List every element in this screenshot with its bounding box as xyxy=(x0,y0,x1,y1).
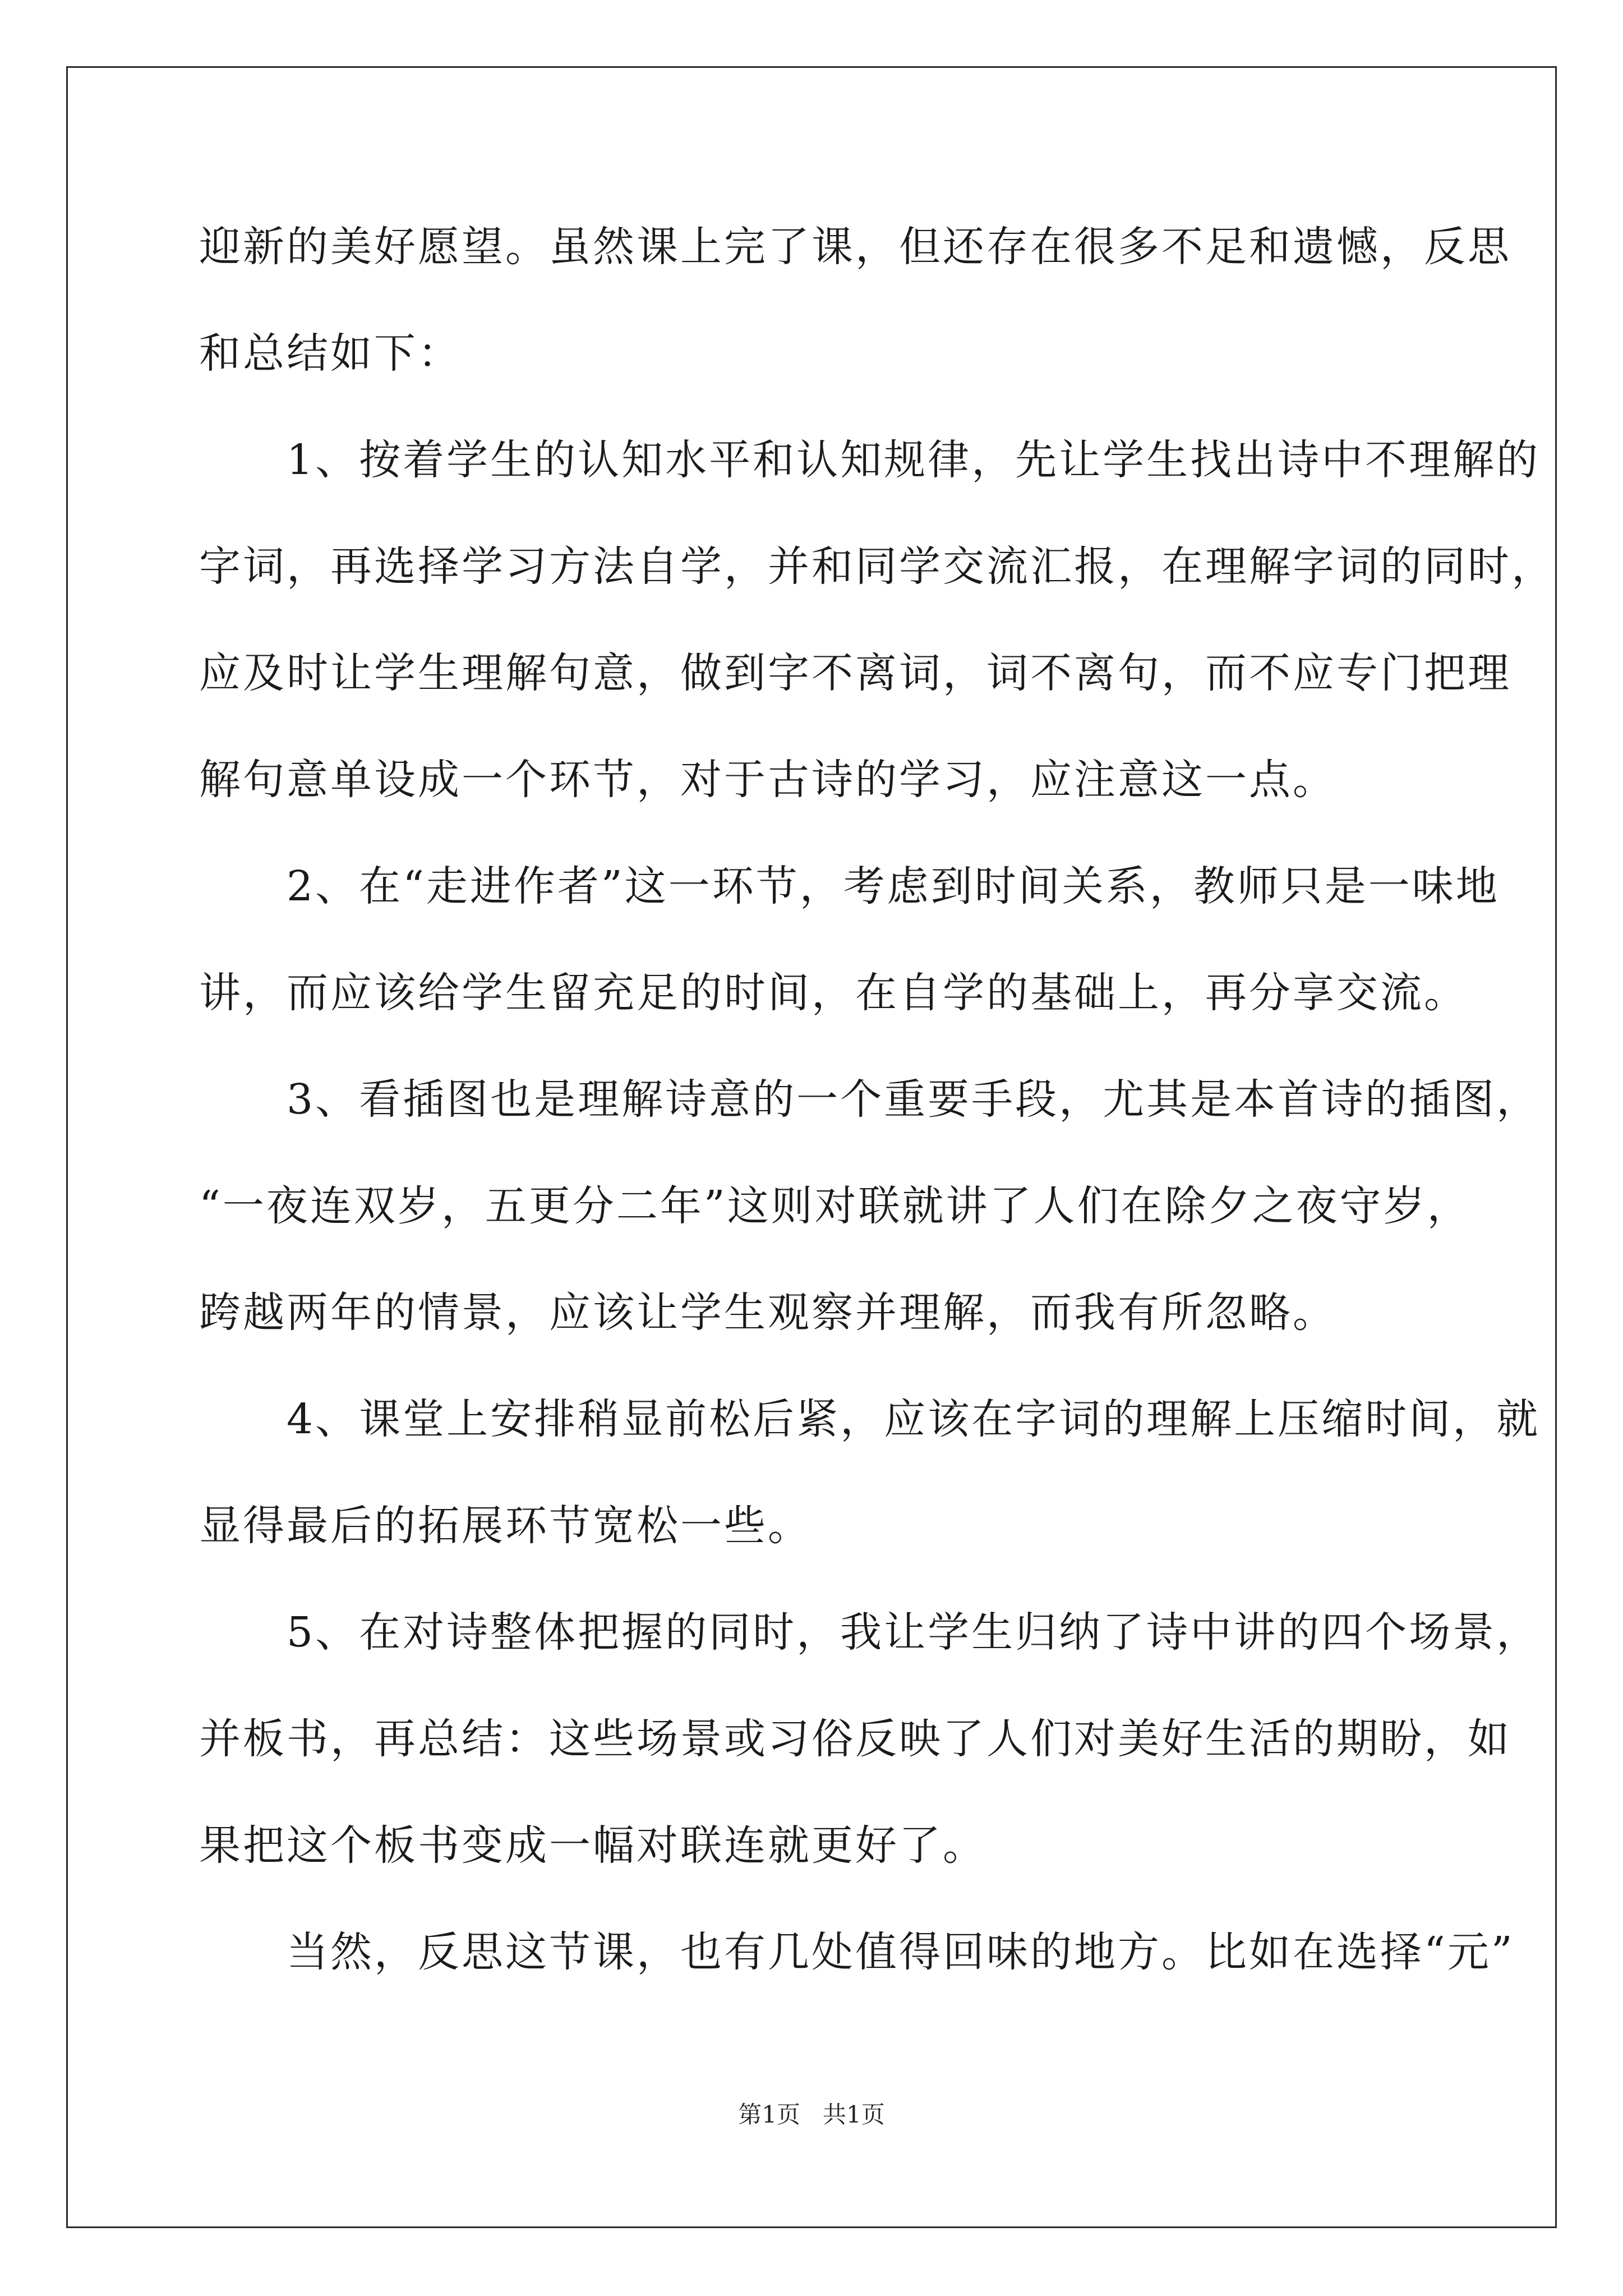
text-line: “一夜连双岁，五更分二年”这则对联就讲了人们在除夕之夜守岁， xyxy=(199,1182,1471,1230)
page-frame xyxy=(66,66,1557,2228)
text-line: 跨越两年的情景，应该让学生观察并理解，而我有所忽略。 xyxy=(199,1289,1336,1337)
text-line: 和总结如下： xyxy=(199,329,462,378)
text-line: 迎新的美好愿望。虽然课上完了课，但还存在很多不足和遗憾，反思 xyxy=(199,223,1511,271)
text-line: 5、在对诗整体把握的同时，我让学生归纳了诗中讲的四个场景， xyxy=(199,1608,1541,1657)
text-line: 果把这个板书变成一幅对联连就更好了。 xyxy=(199,1821,986,1870)
text-line: 并板书，再总结：这些场景或习俗反映了人们对美好生活的期盼，如 xyxy=(199,1715,1511,1763)
text-line: 字词，再选择学习方法自学，并和同学交流汇报，在理解字词的同时， xyxy=(199,542,1555,591)
text-line: 4、课堂上安排稍显前松后紧，应该在字词的理解上压缩时间，就 xyxy=(199,1395,1541,1443)
text-line: 1、按着学生的认知水平和认知规律，先让学生找出诗中不理解的 xyxy=(199,436,1541,484)
text-line: 讲，而应该给学生留充足的时间，在自学的基础上，再分享交流。 xyxy=(199,969,1468,1017)
text-line: 2、在“走进作者”这一环节，考虑到时间关系，教师只是一味地 xyxy=(199,862,1500,910)
text-line: 解句意单设成一个环节，对于古诗的学习，应注意这一点。 xyxy=(199,756,1336,804)
page-footer: 第1页 共1页 xyxy=(738,2101,885,2128)
text-line: 当然，反思这节课，也有几处值得回味的地方。比如在选择“元” xyxy=(199,1928,1515,1976)
text-line: 3、看插图也是理解诗意的一个重要手段，尤其是本首诗的插图， xyxy=(199,1075,1541,1124)
text-line: 显得最后的拓展环节宽松一些。 xyxy=(199,1502,811,1550)
text-line: 应及时让学生理解句意，做到字不离词，词不离句，而不应专门把理 xyxy=(199,649,1511,697)
